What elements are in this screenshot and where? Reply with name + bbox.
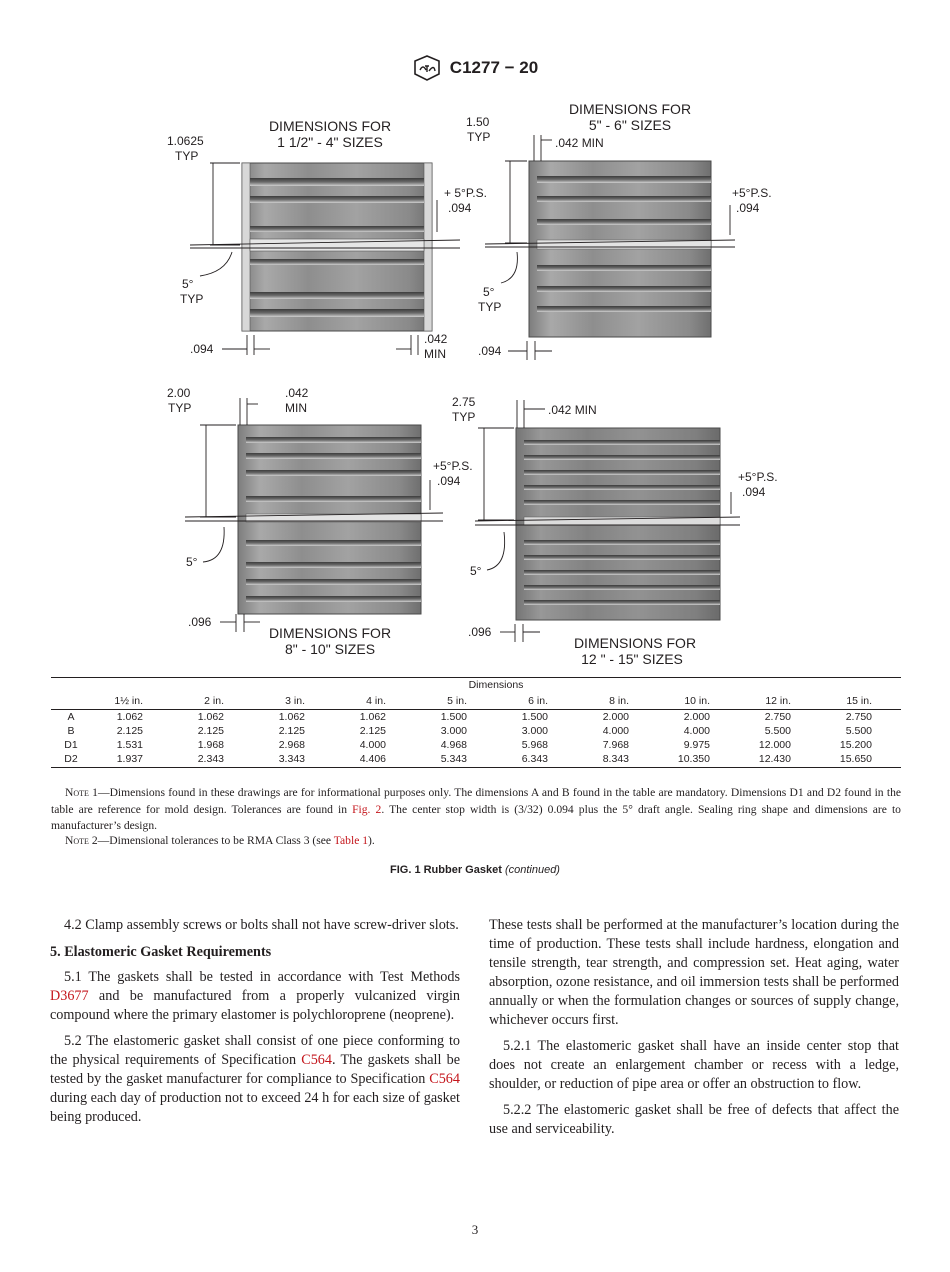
table-cell: 10.350 [658,752,739,768]
panel-2-a-label: 1.50 [466,115,490,129]
gasket-figure [0,95,950,675]
panel-3-heading-line2: 8" - 10" SIZES [284,641,376,657]
panel-2-heading-line2: 5" - 6" SIZES [588,117,672,133]
table-cell: 2.968 [278,739,305,751]
panel-4-heading-line2: 12 " - 15" SIZES [581,651,683,667]
panel-4-a-label: 2.75 [452,395,476,409]
table-row-label: A [67,711,75,723]
note-1-text-b: . The center stop width is (3/32) 0.094 plus the 5° draft angle. Sealing ring shape and dimensions are to manufacturer’s design. [51,802,901,832]
table-cell: 5.343 [415,752,496,768]
table-cell: 5.968 [521,739,548,751]
note-2-label: Note 2 [65,834,98,847]
table-1-link[interactable]: Table 1 [333,834,369,847]
panel-1-ps-label: + 5°P.S. [444,186,487,200]
table-row-label: D1 [64,739,78,751]
table-row-label: D2 [51,752,91,768]
panel-4-a-typ: TYP [452,410,476,424]
paragraph-5-2-2: 5.2.2 The elastomeric gasket shall be free of defects that affect the use and serviceability. [489,1102,899,1137]
note-2 [51,833,901,850]
panel-4-ps-value: .094 [742,485,766,499]
panel-2-gasket-drawing [466,101,772,360]
fig-2-link[interactable]: Fig. 2 [352,802,382,816]
table-cell: 2.343 [172,752,253,768]
table-cell: 12.000 [758,739,791,751]
table-cell: 7.968 [602,739,629,751]
panel-3-angle: 5° [186,555,198,569]
table-column-header: 12 in. [739,693,820,710]
table-cell: 1.500 [521,711,548,723]
table-cell: 4.000 [602,725,629,737]
panel-2-min-label: .042 MIN [555,136,604,150]
table-cell: 1.968 [197,739,224,751]
table-cell: 15.650 [820,752,901,768]
table-column-header: 3 in. [253,693,334,710]
table-cell: 2.000 [683,711,710,723]
table-cell: 4.000 [683,725,710,737]
table-cell: 6.343 [496,752,577,768]
figure-caption-continued: (continued) [504,864,560,876]
table-column-header: 2 in. [172,693,253,710]
panel-3-min-text: MIN [285,401,307,415]
table-cell: 8.343 [577,752,658,768]
panel-1-ps-value: .094 [448,201,472,215]
paragraph-5-2-text-b: . The gaskets shall be tested by the gasket manufacturer for compliance to Specification [50,1052,460,1087]
panel-3-stop-label: .096 [188,615,212,629]
table-cell: 1.062 [116,711,143,723]
table-row [51,724,901,738]
note-1 [51,785,901,835]
panel-3-heading-line1: DIMENSIONS FOR [268,625,392,641]
table-cell: 1.500 [440,711,467,723]
panel-3-a-typ: TYP [168,401,192,415]
table-cell: 3.000 [440,725,467,737]
table-cell: 12.430 [739,752,820,768]
panel-4-heading-line1: DIMENSIONS FOR [573,635,697,651]
panel-4-min-label: .042 MIN [548,403,597,417]
table-cell: 3.343 [253,752,334,768]
table-cell: 4.968 [440,739,467,751]
table-cell: 2.125 [116,725,143,737]
table-row-label: B [67,725,75,737]
table-cell: 1.531 [116,739,143,751]
table-cell: 9.975 [683,739,710,751]
panel-1-angle-typ: TYP [180,292,204,306]
table-cell: 2.125 [278,725,305,737]
panel-2-stop-label: .094 [478,344,502,358]
paragraph-5-2-text-a: 5.2 The elastomeric gasket shall consist of one piece conforming to the physical requirements of Specification [50,1033,460,1068]
panel-1-min-text: MIN [424,347,446,361]
table-column-header: 8 in. [577,693,658,710]
panel-1-heading-line1: DIMENSIONS FOR [268,118,392,134]
panel-2-ps-label: +5°P.S. [732,186,772,200]
table-cell: 15.200 [839,739,872,751]
table-cell: 3.000 [521,725,548,737]
panel-1-heading-line2: 1 1/2" - 4" SIZES [277,134,383,150]
panel-4-stop-label: .096 [468,625,492,639]
paragraph-4-2: 4.2 Clamp assembly screws or bolts shall not have screw-driver slots. [64,917,459,933]
panel-1-angle: 5° [182,277,194,291]
table-row [51,710,901,725]
table-cell: 1.062 [197,711,224,723]
paragraph-5-2-continued: These tests shall be performed at the manufacturer’s location during the time of production. These tests shall include hardness, elongation and tensile strength, tear strength, and compression set. Heat aging, water absorption, ozone resistance, and oil immersion tests shall be performed annually or when the formulation changes or sources of supply change, whichever occurs first. [489,917,899,1028]
panel-3-gasket-drawing [167,386,476,657]
left-column [50,916,460,1134]
paragraph-5-2-1: 5.2.1 The elastomeric gasket shall have an inside center stop that does not create an enlargement chamber or recess with a ledge, shoulder, or reduction of pipe area or offer an obstruction to flow. [489,1038,899,1092]
note-2-text-a: —Dimensional tolerances to be RMA Class 3 (see [97,834,334,847]
table-cell: 4.000 [359,739,386,751]
section-5-heading: 5. Elastomeric Gasket Requirements [50,944,272,960]
astm-logo-icon [412,55,442,81]
panel-2-angle-typ: TYP [478,300,502,314]
c564-link-2[interactable]: C564 [429,1071,460,1087]
table-column-header: 1½ in. [91,693,172,710]
panel-1-stop-label: .094 [190,342,214,356]
paragraph-5-2-text-c: during each day of production not to exceed 24 h for each size of gasket being produced. [50,1090,460,1125]
note-1-text-a: —Dimensions found in these drawings are for informational purposes only. The dimensions A and B found in the table are mandatory. Dimensions D1 and D2 found in the table are reference for mold design. Tolerances are found in [51,786,902,816]
panel-3-min-label: .042 [285,386,309,400]
table-column-header: 5 in. [415,693,496,710]
table-cell: 2.750 [764,711,791,723]
table-cell: 5.500 [845,725,872,737]
table-cell: 5.500 [764,725,791,737]
page-number: 3 [471,1222,479,1237]
panel-4-gasket-drawing [452,395,778,667]
paragraph-5-2 [50,1032,460,1127]
standard-code: C1277 − 20 [449,58,539,77]
paragraph-5-1-text-a: 5.1 The gaskets shall be tested in accordance with Test Methods [64,969,460,985]
panel-3-a-label: 2.00 [167,386,191,400]
dimensions-table [51,677,901,768]
table-cell: 1.937 [91,752,172,768]
figure-caption-label: FIG. 1 Rubber Gasket [390,864,502,876]
note-2-text-b: ). [368,834,375,847]
table-cell: 2.125 [197,725,224,737]
table-cell: 2.125 [359,725,386,737]
panel-2-angle: 5° [483,285,495,299]
table-column-header: 15 in. [820,693,901,710]
table-cell: 1.062 [359,711,386,723]
table-row [51,738,901,752]
table-cell: 2.750 [845,711,872,723]
panel-1-min-label: .042 [424,332,448,346]
paragraph-5-1 [50,968,460,1025]
table-header-row [51,693,901,710]
table-group-header: Dimensions [91,678,901,694]
table-column-header: 4 in. [334,693,415,710]
panel-2-a-typ: TYP [467,130,491,144]
table-row [51,752,901,768]
page-header [0,55,950,81]
panel-3-ps-value: .094 [437,474,461,488]
panel-1-a-label: 1.0625 [167,134,204,148]
panel-2-heading-line1: DIMENSIONS FOR [568,101,692,117]
d3677-link[interactable]: D3677 [50,988,89,1004]
note-1-label: Note 1 [65,786,98,799]
table-cell: 1.062 [278,711,305,723]
panel-1-a-typ: TYP [175,149,199,163]
right-column [489,916,899,1146]
panel-1-gasket-drawing [167,118,487,361]
paragraph-5-1-text-b: and be manufactured from a properly vulcanized virgin compound where the primary elastomer is polychloroprene (neoprene). [50,988,460,1023]
panel-4-angle: 5° [470,564,482,578]
panel-3-ps-label: +5°P.S. [433,459,473,473]
table-cell: 4.406 [334,752,415,768]
table-cell: 2.000 [602,711,629,723]
table-column-header: 6 in. [496,693,577,710]
figure-caption [0,864,950,876]
panel-2-ps-value: .094 [736,201,760,215]
panel-4-ps-label: +5°P.S. [738,470,778,484]
c564-link-1[interactable]: C564 [301,1052,332,1068]
table-column-header: 10 in. [658,693,739,710]
